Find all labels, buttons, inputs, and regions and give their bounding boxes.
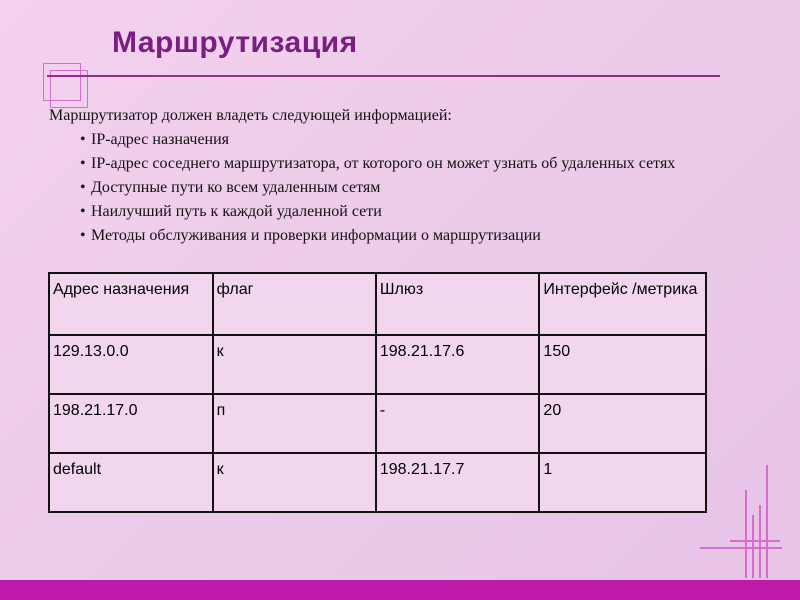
cell-destination: 198.21.17.0 [49,394,213,453]
bullet-text: Методы обслуживания и проверки информации о маршрутизации [91,227,541,244]
decorative-vline [759,505,761,578]
table-header-row [49,273,706,335]
table-row [49,453,706,512]
cell-gateway: 198.21.17.6 [376,335,540,394]
header-gateway: Шлюз [376,273,540,335]
bullet-item [80,176,720,200]
header-interface-metric: Интерфейс /метрика [539,273,706,335]
bullet-item [80,152,720,176]
cell-gateway: 198.21.17.7 [376,453,540,512]
cell-gateway: - [376,394,540,453]
bullet-item [80,128,720,152]
decorative-vline [766,465,768,578]
decorative-hline [700,547,782,549]
cell-destination: 129.13.0.0 [49,335,213,394]
intro-text: Маршрутизатор должен владеть следующей информацией: [49,107,452,124]
header-flag: флаг [213,273,376,335]
bullet-list [80,128,720,248]
footer-bar [0,580,800,600]
cell-flag: к [213,335,376,394]
bullet-text: IP-адрес назначения [91,131,230,148]
slide-title: Маршрутизация [112,26,358,59]
cell-metric: 20 [539,394,706,453]
header-destination: Адрес назначения [49,273,213,335]
bullet-item [80,224,720,248]
decorative-vline [745,490,747,578]
cell-destination: default [49,453,213,512]
cell-flag: к [213,453,376,512]
bullet-item [80,200,720,224]
decorative-hline [730,540,780,542]
bullet-dot: • [80,203,86,220]
bullet-dot: • [80,155,86,172]
bullet-dot: • [80,179,86,196]
bullet-dot: • [80,131,86,148]
table-row [49,394,706,453]
title-divider [47,75,720,77]
table-row [49,335,706,394]
cell-metric: 1 [539,453,706,512]
routing-table [48,272,707,513]
bullet-text: IP-адрес соседнего маршрутизатора, от которого он может узнать об удаленных сетях [91,155,676,172]
cell-metric: 150 [539,335,706,394]
bullet-text: Доступные пути ко всем удаленным сетям [91,179,381,196]
cell-flag: п [213,394,376,453]
bullet-text: Наилучший путь к каждой удаленной сети [91,203,382,220]
bullet-dot: • [80,227,86,244]
